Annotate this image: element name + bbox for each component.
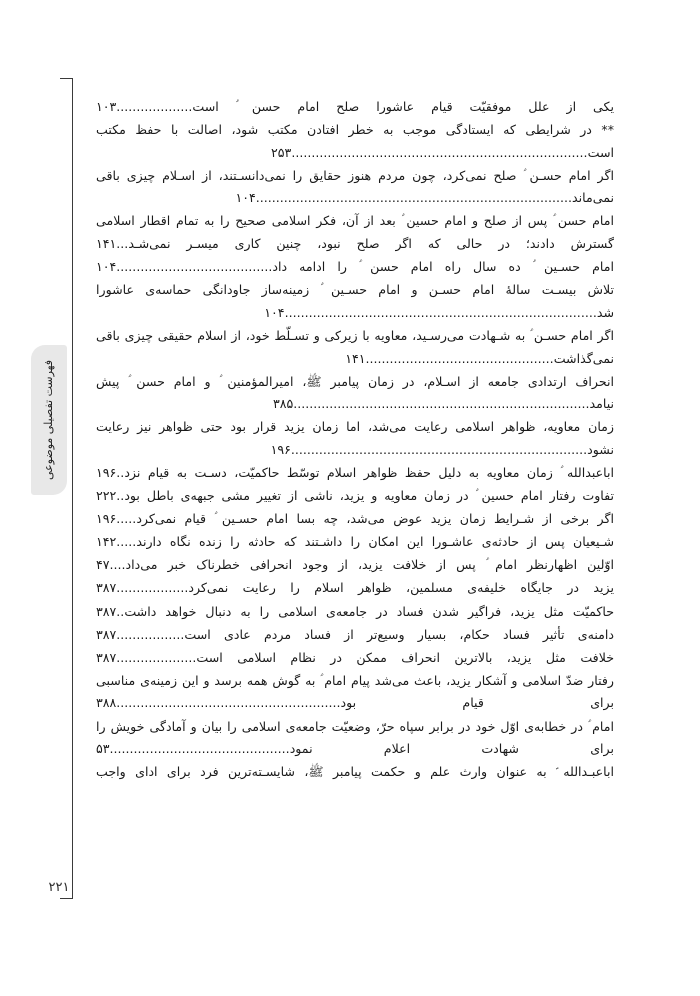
running-head-label: فهرست تفصیلی موضوعی [42, 359, 55, 481]
margin-rule [72, 78, 73, 898]
index-entry-page: ۳۸۷ [96, 626, 117, 642]
index-entry [96, 485, 614, 508]
index-entry-text: اباعبدالله ؑ زمان معاویه به دلیل حفظ ظواهر اسلام توسّط حاکمیّت، دسـت به قیام نزد [124, 465, 614, 480]
index-entry-page: ۱۹۶ [96, 511, 117, 527]
index-entry [96, 716, 614, 761]
index-entry [96, 279, 614, 324]
index-entry-page: ۳۸۷ [96, 603, 117, 619]
index-entry-leader: .................. [116, 580, 189, 596]
index-entry-page: ۵۳ [96, 741, 110, 757]
index-entry-text: خلافت مثل یزید، بالاترین انحراف ممکن در نظام اسلامی است [196, 649, 614, 665]
index-entry-text: حاکمیّت مثل یزید، فراگیر شدن فساد در جامعه‌ی اسلامی را به دنبال خواهد داشت [124, 603, 614, 619]
index-entry-page: ۳۸۵ [272, 396, 294, 412]
index-entry-page: ۱۹۶ [270, 441, 291, 457]
index-entry-text: ** در شرایطی که ایستادگی موجب به خطر افتادن مکتب شود، اصالت با حفظ مکتب است [96, 122, 614, 160]
index-entry-leader: .. [116, 603, 125, 619]
index-entry-page: ۱۹۶ [96, 465, 117, 480]
index-entry-text: اوّلین اظهارنظر امام ؑ پس از خلافت یزید، از وجود انحرافی خطرناک خبر می‌داد [125, 557, 614, 573]
index-entry-leader: .................... [116, 649, 197, 665]
index-entry-leader: .... [109, 557, 126, 573]
index-entry-leader: ............................................... [365, 350, 554, 366]
index-entry-leader: ............................................. [109, 741, 290, 757]
index-entry-page: ۱۴۲ [96, 534, 117, 550]
index-entry-text: زمان معاویه، ظواهر اسلامی رعایت می‌شد، اما زمان یزید قرار بود حتی ظواهر نیز رعایت نشود [96, 419, 614, 457]
index-entry-text: اباعبـدالله ؑ به عنوان وارث علم و حکمت پیامبر ﷺ، شایسـته‌ترین فرد برای ادای واجب [96, 764, 614, 780]
index-entry-leader: .......................................................................... [290, 441, 588, 457]
index-entry-leader: .......................................................................... [291, 144, 588, 160]
index-entry-leader: ................. [116, 626, 185, 642]
index-entry-text: اگر برخی از شـرایط زمان یزید عوض می‌شد، چه بسا امام حسـین ؑ قیام نمی‌کرد [136, 511, 614, 527]
index-entry-leader: ....................................... [116, 259, 273, 275]
index-entry-text: امام ؑ در خطابه‌ی اوّل خود در برابر سپاه حرّ، وضعیّت جامعه‌ی اسلامی را بیان و آمادگی خویش را برای شهادت اعلام نمود [96, 718, 614, 757]
index-entry-page: ۳۸۷ [96, 580, 117, 596]
index-entry [96, 325, 614, 370]
index-entry-page: ۲۲۲ [96, 488, 117, 504]
page-number: ۲۲۱ [48, 880, 70, 895]
index-entry [96, 416, 614, 461]
index-entry [96, 670, 614, 715]
index-entry-leader: .. [116, 488, 125, 504]
index-entry [96, 119, 614, 164]
index-entry-leader: ... [116, 236, 129, 252]
index-entry-page: ۱۰۴ [264, 304, 285, 320]
index-entry-text: اگر امام حسـن ؑ به شـهادت می‌رسـید، معاویه با زیرکی و تسـلّط خود، از اسلام حقیقی چیزی باقی نمی‌گذاشت [96, 327, 614, 366]
index-entry-page: ۱۰۴ [235, 190, 256, 206]
index-entry-text: رفتار ضدّ اسلامی و آشکار یزید، باعث می‌شد پیام امام ؑ به گوش همه برسد و این زمینه‌ی مناسبی برای قیام بود [96, 672, 614, 711]
index-entry-text: امام حسن ؑ پس از صلح و امام حسین ؑ بعد از آن، فکر اسلامی صحیح را به تمام اقطار اسلامی گسترش دادند؛ در حالی که اگر صلح نبود، چنین کاری میسـر نمی‌شـد [96, 213, 614, 252]
margin-rule-top-cap [60, 78, 73, 79]
index-entry-leader: .......................................................................... [293, 396, 590, 412]
index-entry-page: ۱۰۴ [96, 259, 117, 275]
index-entry-text: تفاوت رفتار امام حسین ؑ در زمان معاویه و یزید، ناشی از تغییر مشی جبهه‌ی باطل بود [124, 488, 614, 504]
index-entry-text: امام حسـین ؑ ده سال راه امام حسن ؑ را ادامه داد [272, 259, 614, 275]
index-entry-page: ۲۵۳ [271, 144, 292, 160]
index-entry [96, 531, 614, 554]
index-entry-text: دامنه‌ی تأثیر فساد حکام، بسیار وسیع‌تر از فساد مردم عادی است [184, 626, 614, 642]
index-entry-text: اگر امام حسـن ؑ صلح نمی‌کرد، چون مردم هنوز حقایق را نمی‌دانسـتند، از اسـلام چیزی باقی نمی‌ماند [96, 167, 614, 206]
index-entry [96, 554, 614, 577]
index-entry-page: ۱۴۱ [345, 350, 366, 366]
index-entry-page: ۳۸۷ [96, 649, 117, 665]
index-entry [96, 577, 614, 600]
index-entry-leader: ..... [116, 534, 137, 550]
index-entry-text: تلاش بیسـت سالهٔ امام حسـن و امام حسـین ؑ زمینه‌ساز جاودانگی حماسه‌ی عاشورا شد [96, 282, 614, 320]
index-entry-leader: ..... [116, 511, 137, 527]
index-entry-leader: ............................................................................... [255, 190, 573, 206]
index-entry [96, 256, 614, 279]
index-entry-list [96, 96, 614, 784]
index-entry [96, 761, 614, 784]
index-entry-page: ۴۷ [96, 557, 110, 573]
index-entry [96, 210, 614, 255]
index-entry-page: ۱۴۱ [96, 236, 117, 252]
index-entry [96, 624, 614, 647]
running-head-tab [31, 345, 71, 495]
margin-rule-bottom-cap [60, 898, 73, 899]
index-entry-page: ۱۰۳ [96, 99, 117, 114]
index-entry-leader: ................... [116, 99, 193, 114]
index-entry [96, 601, 614, 624]
index-entry [96, 371, 614, 416]
index-entry-leader: .............................................................................. [284, 304, 597, 320]
index-entry-text: شـیعیان پس از حادثه‌ی عاشـورا این امکان را داشـتند که حادثه را زنده نگاه دارند [136, 534, 614, 550]
index-entry-page: ۳۸۸ [96, 695, 117, 711]
index-entry [96, 462, 614, 485]
index-entry [96, 165, 614, 210]
index-entry-text: یزید در جایگاه خلیفه‌ی مسلمین، ظواهر اسلام را رعایت نمی‌کرد [188, 580, 614, 596]
index-entry-leader: .. [116, 465, 125, 480]
index-entry [96, 508, 614, 531]
index-entry [96, 647, 614, 670]
index-entry-leader: ........................................................ [116, 695, 341, 711]
index-entry-text: یکی از علل موفقیّت قیام عاشورا صلح امام حسن ؑ است [192, 99, 614, 114]
index-entry [96, 96, 614, 119]
index-entry-text: انحراف ارتدادی جامعه از اسـلام، در زمان پیامبر ﷺ، امیرالمؤمنین ؑ و امام حسن ؑ پیش نیامد [96, 373, 614, 412]
